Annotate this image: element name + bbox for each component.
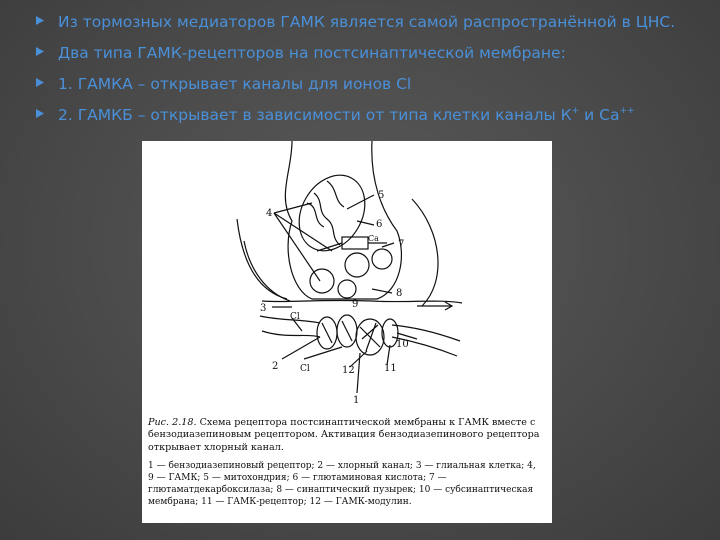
label-10: 10 (396, 339, 409, 350)
caption-text: Схема рецептора постсинаптической мембраны к ГАМК вместе с бензодиазепиновым рецептором. Активация бензодиазепинового рецептора открывает хлорный канал. (148, 417, 540, 453)
synapse-diagram (142, 141, 552, 413)
bullet-text: 1. ГАМКА – открывает каналы для ионов Cl (58, 75, 412, 93)
label-8: 8 (396, 288, 403, 299)
label-6: 6 (376, 219, 383, 230)
bullet-item (34, 74, 694, 94)
label-12: 12 (342, 365, 355, 376)
bullet-icon (36, 47, 44, 56)
bullet-text: 2. ГАМКБ – открывает в зависимости от типа клетки каналы К+ и Са++ (58, 106, 635, 124)
label-1: 1 (353, 395, 360, 406)
label-7: 7 (398, 239, 405, 250)
bullet-item (34, 105, 694, 125)
label-11: 11 (384, 363, 397, 374)
label-4: 4 (266, 208, 273, 219)
bullet-item (34, 43, 694, 63)
label-ca: Ca (368, 234, 379, 243)
label-5: 5 (378, 190, 385, 201)
label-3: 3 (260, 303, 267, 314)
figure-caption (148, 417, 544, 508)
receptor-figure (142, 141, 552, 523)
label-cl-bottom: Cl (300, 364, 310, 374)
bullet-icon (36, 109, 44, 118)
caption-prefix: Рис. 2.18. (148, 417, 197, 428)
bullet-icon (36, 16, 44, 25)
bullet-list (34, 12, 694, 136)
bullet-icon (36, 78, 44, 87)
bullet-item (34, 12, 694, 32)
figure-legend: 1 — бензодиазепиновый рецептор; 2 — хлорный канал; 3 — глиальная клетка; 4, 9 — ГАМК; 5 — митохондрия; 6 — глютаминовая кислота; 7 — глютаматдекарбоксилаза; 8 — синаптический пузырек; 10 — субсинаптическая мембрана; 11 — ГАМК-рецептор; 12 — ГАМК-модулин. (148, 461, 536, 508)
label-cl-top: Cl (290, 312, 300, 322)
bullet-text: Из тормозных медиаторов ГАМК является самой распространённой в ЦНС. (58, 13, 676, 31)
label-9: 9 (352, 299, 359, 310)
bullet-text: Два типа ГАМК-рецепторов на постсинаптической мембране: (58, 44, 566, 62)
label-2: 2 (272, 361, 279, 372)
